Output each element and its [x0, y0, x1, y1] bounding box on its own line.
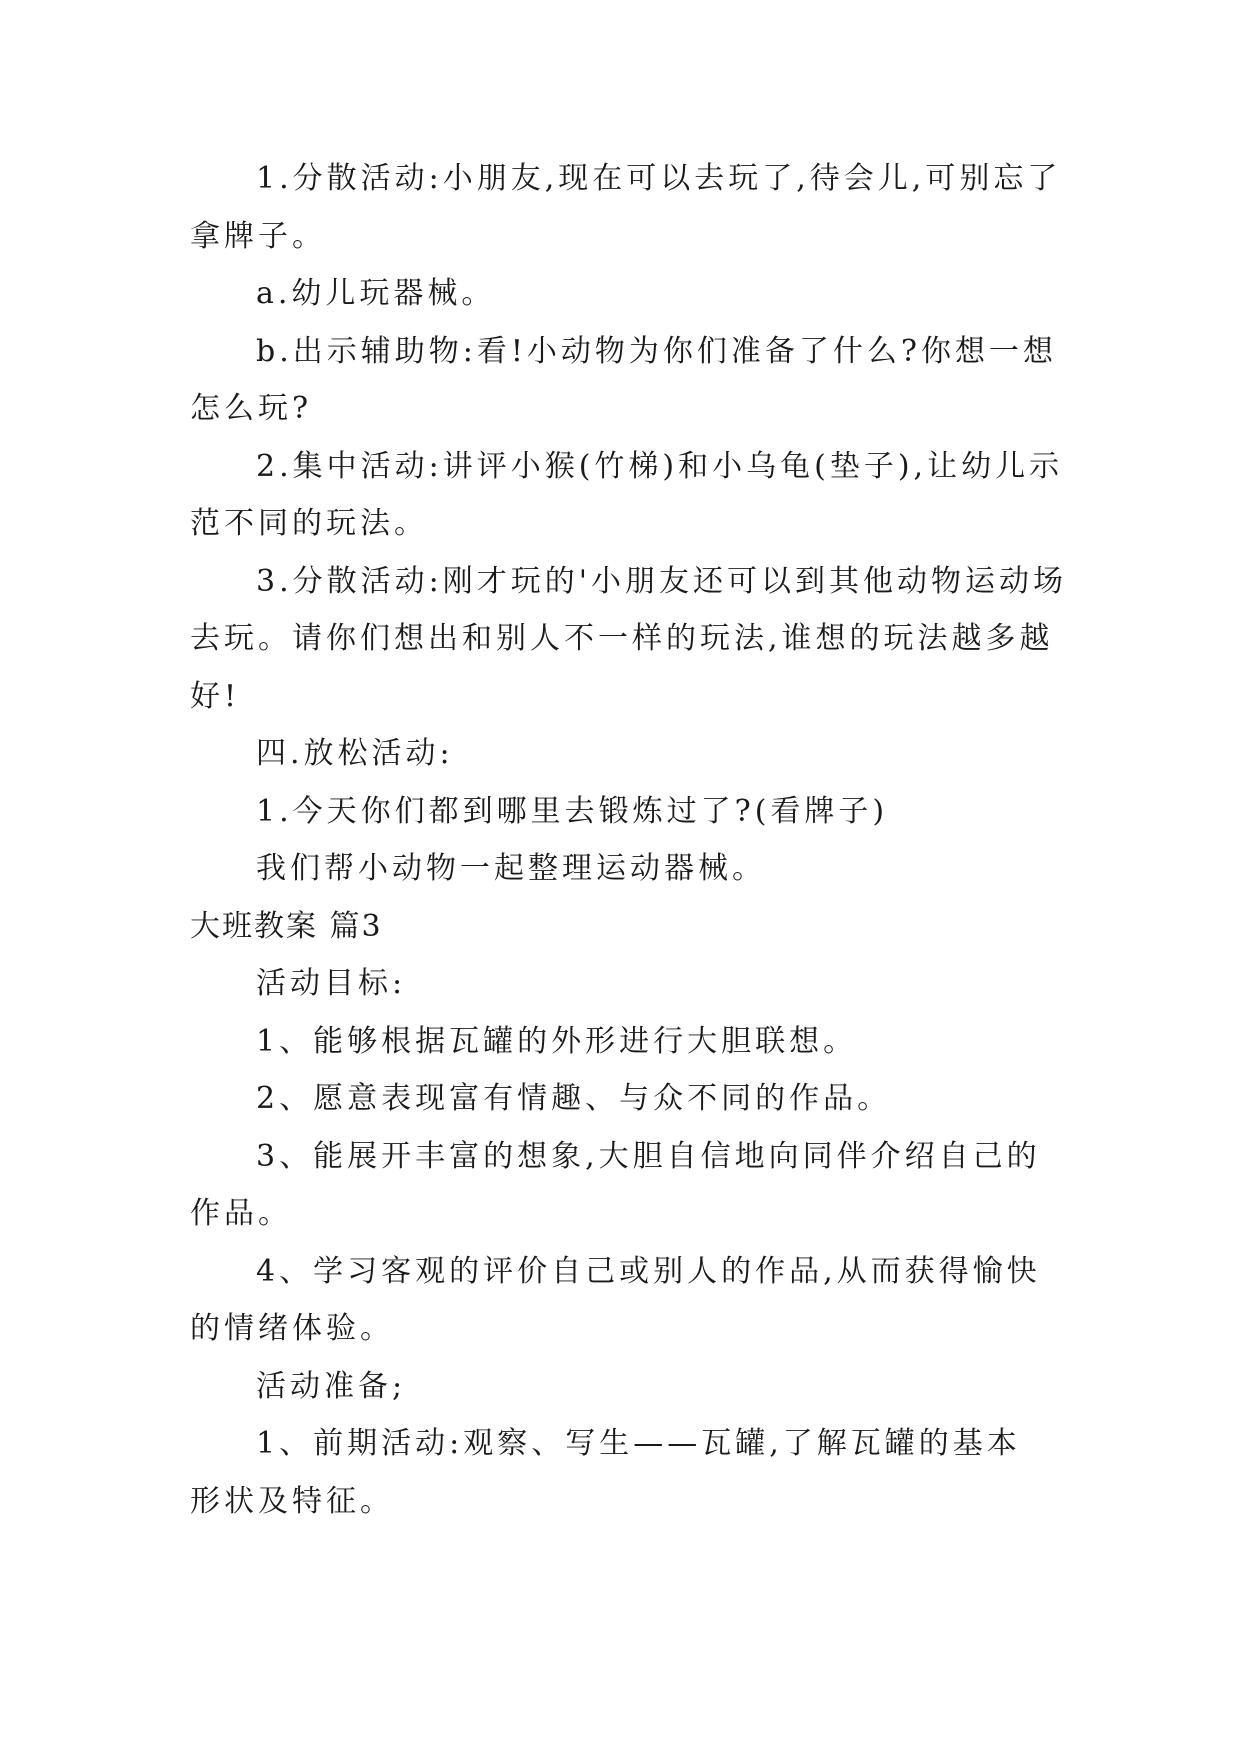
- paragraph-where-exercised: [190, 783, 1050, 841]
- paragraph-tidy-equipment: [190, 840, 1050, 898]
- text-line: 2.集中活动:讲评小猴(竹梯)和小乌龟(垫子),让幼儿示: [256, 448, 1064, 484]
- paragraph-relax-activity: [190, 725, 1050, 783]
- paragraph-prep-1: [190, 1415, 1050, 1530]
- paragraph-activity-prep: [190, 1358, 1050, 1416]
- text-line: 形状及特征。: [190, 1483, 394, 1519]
- paragraph-group-activity: [190, 438, 1064, 553]
- section-title: 大班教案 篇3: [190, 908, 383, 944]
- paragraph-scatter-activity-1: [190, 150, 1062, 265]
- text-line: a.幼儿玩器械。: [256, 276, 496, 311]
- text-line: 3、能展开丰富的想象,大胆自信地向同伴介绍自己的: [256, 1138, 1041, 1174]
- text-line: 好!: [190, 678, 241, 714]
- paragraph-goal-2: [190, 1070, 1050, 1128]
- section-heading: [190, 898, 1050, 956]
- text-line: 1.今天你们都到哪里去锻炼过了?(看牌子): [256, 793, 889, 829]
- text-line: 1、能够根据瓦罐的外形进行大胆联想。: [256, 1023, 858, 1059]
- text-line: 3.分散活动:刚才玩的'小朋友还可以到其他动物运动场: [256, 563, 1067, 599]
- paragraph-play-equipment: [190, 265, 1050, 323]
- text-line: 四.放松活动:: [256, 736, 454, 771]
- text-line: 拿牌子。: [190, 218, 326, 254]
- text-line: 活动目标:: [256, 966, 407, 1001]
- text-line: 范不同的玩法。: [190, 506, 428, 541]
- text-line: 我们帮小动物一起整理运动器械。: [256, 851, 766, 886]
- paragraph-goal-1: [190, 1013, 1050, 1071]
- text-line: 活动准备;: [256, 1368, 407, 1404]
- text-line: 2、愿意表现富有情趣、与众不同的作品。: [256, 1081, 892, 1116]
- text-line: 去玩。请你们想出和别人不一样的玩法,谁想的玩法越多越: [190, 621, 1054, 656]
- text-line: 1.分散活动:小朋友,现在可以去玩了,待会儿,可别忘了: [256, 161, 1062, 196]
- paragraph-activity-goals: [190, 955, 1050, 1013]
- paragraph-show-aids: [190, 323, 1057, 438]
- text-line: 怎么玩?: [190, 391, 313, 426]
- document-page: [190, 150, 1067, 1530]
- paragraph-scatter-activity-3: [190, 553, 1067, 726]
- text-line: 4、学习客观的评价自己或别人的作品,从而获得愉快: [256, 1253, 1041, 1289]
- text-line: b.出示辅助物:看!小动物为你们准备了什么?你想一想: [256, 333, 1057, 369]
- paragraph-goal-4: [190, 1243, 1050, 1358]
- text-line: 1、前期活动:观察、写生——瓦罐,了解瓦罐的基本: [256, 1426, 1021, 1461]
- text-line: 的情绪体验。: [190, 1311, 394, 1346]
- text-line: 作品。: [190, 1196, 292, 1231]
- paragraph-goal-3: [190, 1128, 1050, 1243]
